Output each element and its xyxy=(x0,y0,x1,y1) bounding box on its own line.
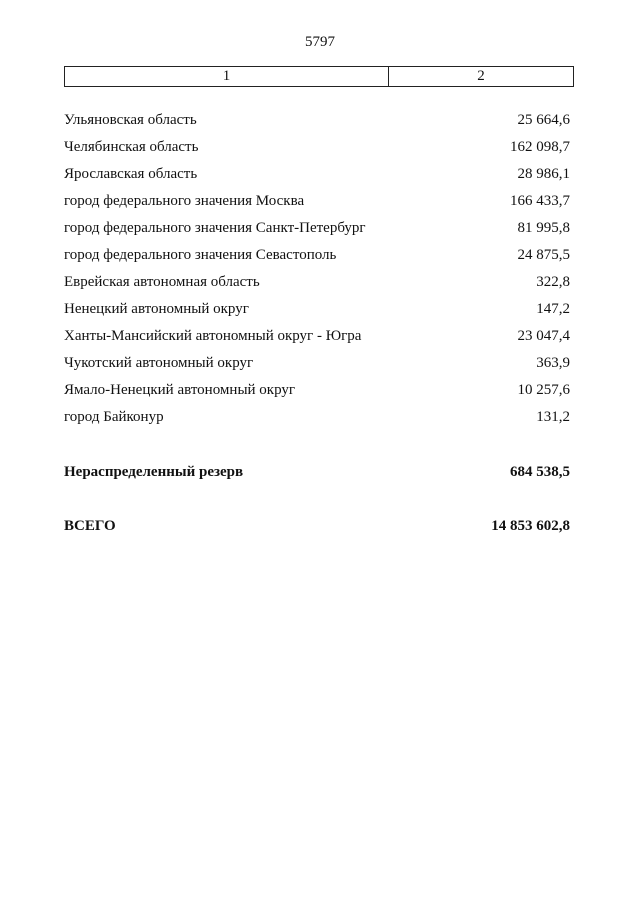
table-row xyxy=(64,272,570,292)
total-row xyxy=(64,516,570,536)
region-name: Чукотский автономный округ xyxy=(64,355,254,371)
region-value: 147,2 xyxy=(536,301,570,317)
region-value: 131,2 xyxy=(536,409,570,425)
reserve-row xyxy=(64,462,570,482)
reserve-value: 684 538,5 xyxy=(510,464,570,480)
region-value: 24 875,5 xyxy=(517,247,570,263)
column-header-table xyxy=(64,66,574,87)
region-name: город федерального значения Москва xyxy=(64,193,305,209)
table-row xyxy=(64,326,570,346)
region-name: Ульяновская область xyxy=(64,112,197,128)
table-row xyxy=(64,191,570,211)
region-name: город федерального значения Санкт-Петербург xyxy=(64,220,366,236)
column-header-1: 1 xyxy=(65,67,389,86)
column-header-2: 2 xyxy=(477,68,485,84)
table-row xyxy=(64,245,570,265)
total-value: 14 853 602,8 xyxy=(491,518,570,534)
region-name: Еврейская автономная область xyxy=(64,274,260,290)
region-value: 166 433,7 xyxy=(510,193,570,209)
region-value: 25 664,6 xyxy=(517,112,570,128)
region-value: 322,8 xyxy=(536,274,570,290)
page-number: 5797 xyxy=(305,34,335,50)
region-value: 10 257,6 xyxy=(517,382,570,398)
table-row xyxy=(64,299,570,319)
region-name: Ханты-Мансийский автономный округ - Югра xyxy=(64,328,362,344)
region-name: Ярославская область xyxy=(64,166,198,182)
table-row xyxy=(64,380,570,400)
reserve-label: Нераспределенный резерв xyxy=(64,464,244,480)
region-name: Ненецкий автономный округ xyxy=(64,301,249,317)
region-name: город федерального значения Севастополь xyxy=(64,247,337,263)
table-row xyxy=(64,218,570,238)
total-label: ВСЕГО xyxy=(64,518,116,534)
table-row xyxy=(64,137,570,157)
region-value: 23 047,4 xyxy=(517,328,570,344)
region-name: Челябинская область xyxy=(64,139,199,155)
table-row xyxy=(64,407,570,427)
region-value: 28 986,1 xyxy=(517,166,570,182)
region-name: Ямало-Ненецкий автономный округ xyxy=(64,382,296,398)
region-value: 81 995,8 xyxy=(517,220,570,236)
table-row xyxy=(64,353,570,373)
region-name: город Байконур xyxy=(64,409,164,425)
region-value: 162 098,7 xyxy=(510,139,570,155)
region-value: 363,9 xyxy=(536,355,570,371)
table-row xyxy=(64,164,570,184)
table-row xyxy=(64,110,570,130)
